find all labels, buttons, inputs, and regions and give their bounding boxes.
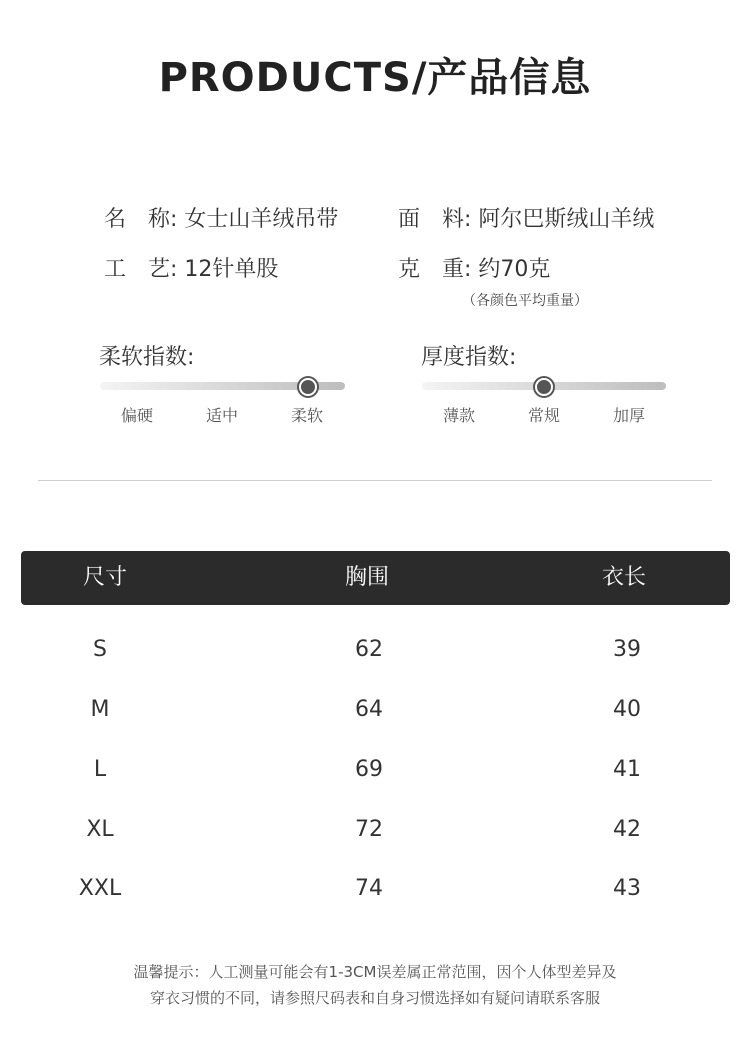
table-cell-size: S [93, 637, 107, 662]
info-fabric [398, 202, 654, 233]
table-cell-length: 41 [613, 757, 641, 782]
table-cell-chest: 62 [355, 637, 383, 662]
info-craft [104, 252, 278, 283]
softness-tick-soft: 柔软 [290, 406, 324, 425]
softness-tick-medium: 适中 [205, 406, 239, 425]
table-cell-size: M [90, 697, 110, 722]
weight-value: 约70克 [478, 257, 551, 282]
thickness-tick-thin: 薄款 [442, 406, 476, 425]
softness-title: 柔软指数: [99, 345, 195, 370]
weight-note: （各颜色平均重量） [462, 293, 588, 309]
footnote-line-1: 温馨提示：人工测量可能会有1-3CM误差属正常范围，因个人体型差异及 [133, 963, 617, 981]
footnote-line-2: 穿衣习惯的不同，请参照尺码表和自身习惯选择如有疑问请联系客服 [149, 989, 600, 1007]
header-size: 尺寸 [83, 565, 128, 590]
table-cell-length: 40 [613, 697, 641, 722]
softness-slider-knob [299, 378, 317, 396]
table-cell-chest: 64 [355, 697, 383, 722]
thickness-tick-regular: 常规 [527, 406, 561, 425]
size-table-header [21, 551, 730, 605]
softness-tick-hard: 偏硬 [120, 406, 154, 425]
page-title: PRODUCTS/产品信息 [158, 55, 592, 101]
table-cell-chest: 74 [355, 876, 383, 901]
table-cell-size: XXL [78, 876, 122, 901]
thickness-slider-knob [535, 378, 553, 396]
table-cell-length: 42 [613, 817, 641, 842]
header-chest: 胸围 [345, 565, 390, 590]
table-cell-size: L [93, 757, 107, 782]
name-value: 女士山羊绒吊带 [184, 207, 339, 232]
table-cell-length: 43 [613, 876, 641, 901]
table-cell-size: XL [86, 817, 114, 842]
fabric-label: 面 料: [398, 207, 472, 232]
info-weight [398, 252, 550, 283]
section-divider [38, 480, 712, 481]
thickness-tick-thick: 加厚 [612, 406, 646, 425]
table-cell-length: 39 [613, 637, 641, 662]
fabric-value: 阿尔巴斯绒山羊绒 [478, 207, 655, 232]
name-label: 名 称: [104, 207, 178, 232]
weight-label: 克 重: [398, 257, 472, 282]
thickness-title: 厚度指数: [421, 345, 517, 370]
table-cell-chest: 72 [355, 817, 383, 842]
craft-label: 工 艺: [104, 257, 178, 282]
table-cell-chest: 69 [355, 757, 383, 782]
header-length: 衣长 [602, 565, 647, 590]
info-name [104, 202, 338, 233]
craft-value: 12针单股 [184, 257, 279, 282]
